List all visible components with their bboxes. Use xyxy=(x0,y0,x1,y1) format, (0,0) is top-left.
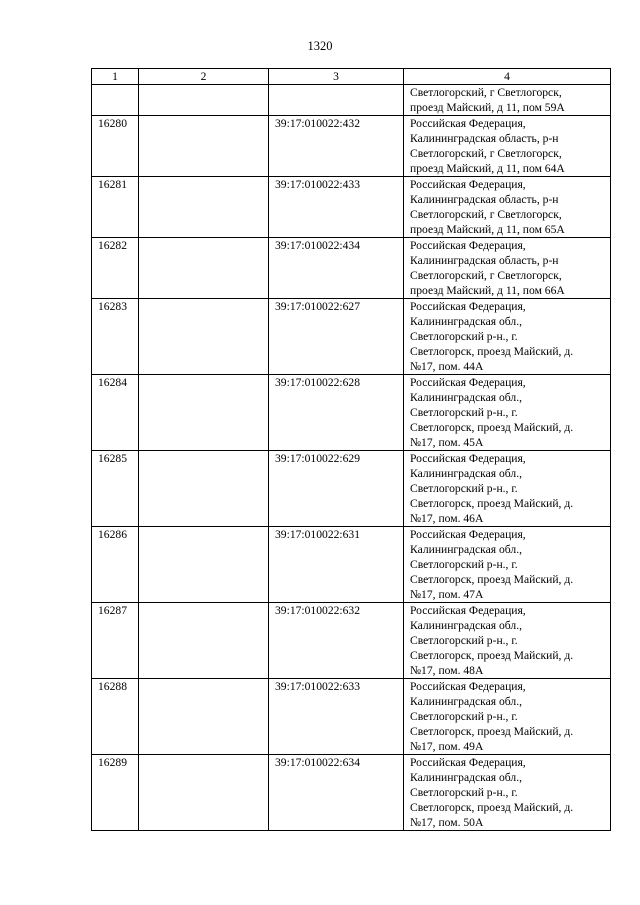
row-number-cell: 16286 xyxy=(92,527,139,603)
table-body xyxy=(92,85,611,831)
column-2-cell xyxy=(139,755,269,831)
cadastral-number-cell: 39:17:010022:632 xyxy=(269,603,404,679)
address-line: Светлогорский, г Светлогорск, xyxy=(410,86,562,99)
address-line: проезд Майский, д 11, пом 59А xyxy=(410,101,565,114)
address-cell xyxy=(404,755,611,831)
address-line: проезд Майский, д 11, пом 66А xyxy=(410,284,565,297)
address-cell xyxy=(404,451,611,527)
row-number-cell: 16288 xyxy=(92,679,139,755)
column-2-cell xyxy=(139,238,269,299)
address-cell xyxy=(404,116,611,177)
table-row xyxy=(92,755,611,831)
continuation-row xyxy=(92,85,611,116)
address-line: Калининградская обл., xyxy=(410,619,522,632)
address-cell xyxy=(404,299,611,375)
address-cell xyxy=(404,527,611,603)
column-header-1: 1 xyxy=(92,69,139,85)
address-line: Светлогорск, проезд Майский, д. xyxy=(410,573,574,586)
address-line: Светлогорск, проезд Майский, д. xyxy=(410,345,574,358)
column-2-cell xyxy=(139,679,269,755)
table-row xyxy=(92,451,611,527)
address-line: Светлогорск, проезд Майский, д. xyxy=(410,649,574,662)
address-line: №17, пом. 47А xyxy=(410,588,484,601)
column-2-cell xyxy=(139,527,269,603)
row-number-cell: 16289 xyxy=(92,755,139,831)
address-line: Калининградская область, р-н xyxy=(410,132,559,145)
table-header-row xyxy=(92,69,611,85)
table-row xyxy=(92,299,611,375)
address-line: Светлогорский р-н., г. xyxy=(410,634,518,647)
row-number-cell: 16284 xyxy=(92,375,139,451)
address-line: Российская Федерация, xyxy=(410,604,526,617)
cadastral-number-cell: 39:17:010022:432 xyxy=(269,116,404,177)
cadastral-number-cell: 39:17:010022:634 xyxy=(269,755,404,831)
address-line: Светлогорск, проезд Майский, д. xyxy=(410,497,574,510)
column-2-cell xyxy=(139,451,269,527)
column-header-3: 3 xyxy=(269,69,404,85)
address-line: Светлогорский, г Светлогорск, xyxy=(410,269,562,282)
address-line: Российская Федерация, xyxy=(410,239,526,252)
address-cell xyxy=(404,85,611,116)
table-row xyxy=(92,177,611,238)
table-row xyxy=(92,375,611,451)
cadastral-number-cell xyxy=(269,85,404,116)
address-line: Светлогорский р-н., г. xyxy=(410,710,518,723)
cadastral-number-cell: 39:17:010022:628 xyxy=(269,375,404,451)
address-line: Российская Федерация, xyxy=(410,756,526,769)
column-header-4: 4 xyxy=(404,69,611,85)
address-cell xyxy=(404,238,611,299)
column-2-cell xyxy=(139,177,269,238)
table-row xyxy=(92,679,611,755)
row-number-cell: 16281 xyxy=(92,177,139,238)
address-line: Российская Федерация, xyxy=(410,376,526,389)
column-header-2: 2 xyxy=(139,69,269,85)
row-number-cell: 16285 xyxy=(92,451,139,527)
registry-table xyxy=(91,68,611,831)
address-line: Светлогорский р-н., г. xyxy=(410,558,518,571)
address-line: проезд Майский, д 11, пом 65А xyxy=(410,223,565,236)
cadastral-number-cell: 39:17:010022:627 xyxy=(269,299,404,375)
address-line: №17, пом. 48А xyxy=(410,664,484,677)
address-line: Светлогорский, г Светлогорск, xyxy=(410,208,562,221)
address-line: Светлогорск, проезд Майский, д. xyxy=(410,801,574,814)
row-number-cell: 16283 xyxy=(92,299,139,375)
address-line: Российская Федерация, xyxy=(410,117,526,130)
column-2-cell xyxy=(139,116,269,177)
address-line: Российская Федерация, xyxy=(410,300,526,313)
address-line: №17, пом. 50А xyxy=(410,816,484,829)
address-line: Светлогорск, проезд Майский, д. xyxy=(410,725,574,738)
row-number-cell: 16282 xyxy=(92,238,139,299)
page-number: 1320 xyxy=(307,39,333,53)
address-line: №17, пом. 46А xyxy=(410,512,484,525)
column-2-cell xyxy=(139,603,269,679)
address-line: Калининградская обл., xyxy=(410,695,522,708)
address-line: №17, пом. 44А xyxy=(410,360,484,373)
address-line: Российская Федерация, xyxy=(410,528,526,541)
address-line: Светлогорский р-н., г. xyxy=(410,406,518,419)
address-line: Светлогорский р-н., г. xyxy=(410,482,518,495)
address-line: Калининградская область, р-н xyxy=(410,254,559,267)
address-line: Калининградская обл., xyxy=(410,771,522,784)
address-line: Светлогорский, г Светлогорск, xyxy=(410,147,562,160)
address-line: Светлогорский р-н., г. xyxy=(410,786,518,799)
row-number-cell: 16287 xyxy=(92,603,139,679)
address-cell xyxy=(404,603,611,679)
address-line: Калининградская обл., xyxy=(410,543,522,556)
row-number-cell: 16280 xyxy=(92,116,139,177)
address-line: Калининградская обл., xyxy=(410,315,522,328)
address-line: Калининградская область, р-н xyxy=(410,193,559,206)
address-line: Российская Федерация, xyxy=(410,178,526,191)
column-2-cell xyxy=(139,85,269,116)
cadastral-number-cell: 39:17:010022:629 xyxy=(269,451,404,527)
cadastral-number-cell: 39:17:010022:434 xyxy=(269,238,404,299)
column-2-cell xyxy=(139,299,269,375)
cadastral-number-cell: 39:17:010022:433 xyxy=(269,177,404,238)
address-line: Светлогорский р-н., г. xyxy=(410,330,518,343)
address-cell xyxy=(404,177,611,238)
address-line: проезд Майский, д 11, пом 64А xyxy=(410,162,565,175)
table-row xyxy=(92,603,611,679)
address-line: Светлогорск, проезд Майский, д. xyxy=(410,421,574,434)
address-line: №17, пом. 49А xyxy=(410,740,484,753)
address-line: Калининградская обл., xyxy=(410,467,522,480)
table-row xyxy=(92,116,611,177)
table-row xyxy=(92,527,611,603)
address-line: Российская Федерация, xyxy=(410,452,526,465)
address-line: Российская Федерация, xyxy=(410,680,526,693)
address-cell xyxy=(404,375,611,451)
address-line: №17, пом. 45А xyxy=(410,436,484,449)
table-row xyxy=(92,238,611,299)
address-line: Калининградская обл., xyxy=(410,391,522,404)
cadastral-number-cell: 39:17:010022:631 xyxy=(269,527,404,603)
address-cell xyxy=(404,679,611,755)
row-number-cell xyxy=(92,85,139,116)
cadastral-number-cell: 39:17:010022:633 xyxy=(269,679,404,755)
column-2-cell xyxy=(139,375,269,451)
